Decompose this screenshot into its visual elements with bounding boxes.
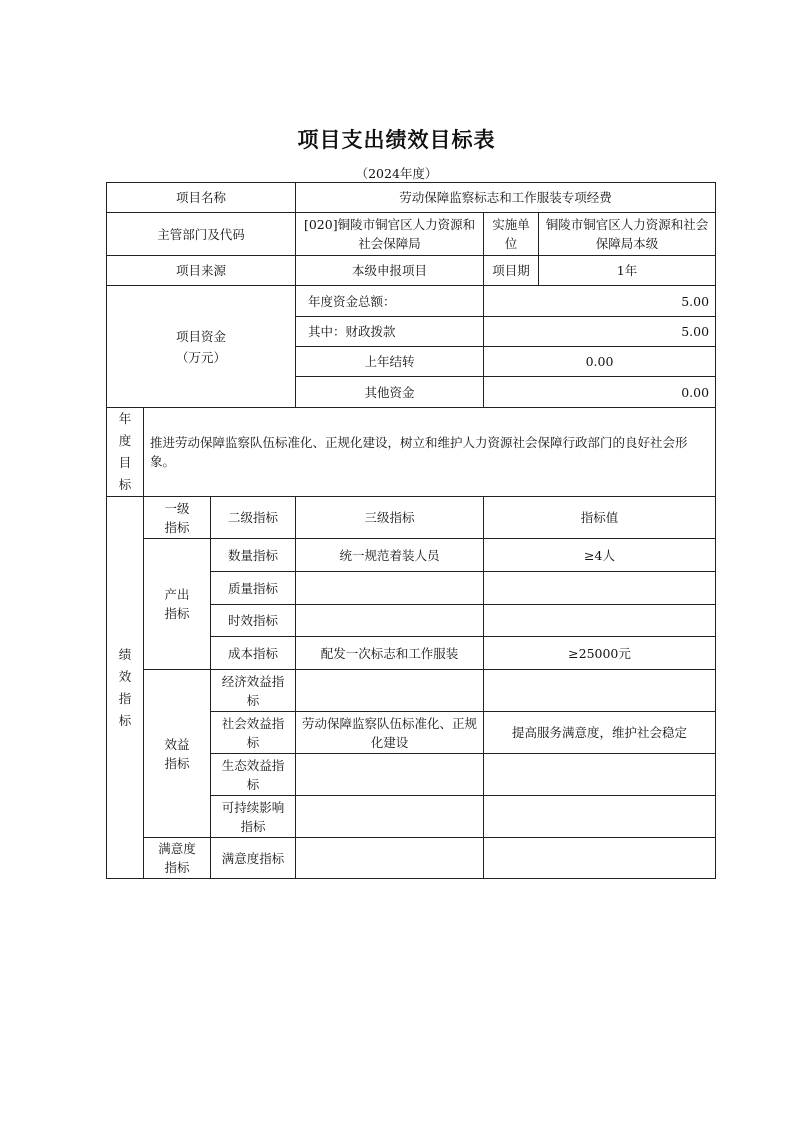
project-name-value: 劳动保障监察标志和工作服装专项经费 bbox=[296, 183, 716, 213]
fund-value: 0.00 bbox=[484, 347, 716, 377]
indicator-l3: 统一规范着装人员 bbox=[296, 539, 484, 572]
project-name-label: 项目名称 bbox=[107, 183, 296, 213]
indicator-l3 bbox=[296, 754, 484, 796]
indicator-value bbox=[484, 838, 716, 879]
unit-label: 实施单位 bbox=[484, 213, 539, 256]
dept-label: 主管部门及代码 bbox=[107, 213, 296, 256]
header-l1: 一级指标 bbox=[144, 497, 211, 539]
indicator-l2: 数量指标 bbox=[211, 539, 296, 572]
group-satisfaction: 满意度指标 bbox=[144, 838, 211, 879]
indicator-l3 bbox=[296, 572, 484, 605]
unit-value: 铜陵市铜官区人力资源和社会保障局本级 bbox=[539, 213, 716, 256]
indicator-l2: 可持续影响指标 bbox=[211, 796, 296, 838]
year-label: （2024年度） bbox=[355, 166, 438, 181]
fund-value: 0.00 bbox=[484, 377, 716, 408]
indicator-l3 bbox=[296, 670, 484, 712]
indicator-l2: 成本指标 bbox=[211, 637, 296, 670]
indicator-value bbox=[484, 754, 716, 796]
indicator-value: 提高服务满意度，维护社会稳定 bbox=[484, 712, 716, 754]
source-label: 项目来源 bbox=[107, 256, 296, 286]
indicator-value bbox=[484, 670, 716, 712]
indicator-l2: 生态效益指标 bbox=[211, 754, 296, 796]
dept-value: [020]铜陵市铜官区人力资源和社会保障局 bbox=[296, 213, 484, 256]
header-value: 指标值 bbox=[484, 497, 716, 539]
indicator-l2: 社会效益指标 bbox=[211, 712, 296, 754]
period-label: 项目期 bbox=[484, 256, 539, 286]
header-l2: 二级指标 bbox=[211, 497, 296, 539]
header-l3: 三级指标 bbox=[296, 497, 484, 539]
indicator-l2: 时效指标 bbox=[211, 605, 296, 637]
indicator-l2: 满意度指标 bbox=[211, 838, 296, 879]
indicator-l3: 配发一次标志和工作服装 bbox=[296, 637, 484, 670]
table-row bbox=[107, 539, 716, 572]
indicator-l3 bbox=[296, 838, 484, 879]
indicator-l2: 质量指标 bbox=[211, 572, 296, 605]
group-benefit: 效益指标 bbox=[144, 670, 211, 838]
performance-table bbox=[106, 182, 716, 879]
indicator-l2: 经济效益指标 bbox=[211, 670, 296, 712]
indicator-value bbox=[484, 572, 716, 605]
fund-label: 其中：财政拨款 bbox=[296, 317, 484, 347]
period-value: 1年 bbox=[539, 256, 716, 286]
table-row bbox=[107, 286, 716, 317]
fund-label: 其他资金 bbox=[296, 377, 484, 408]
group-output: 产出指标 bbox=[144, 539, 211, 670]
table-row bbox=[107, 838, 716, 879]
indicator-value bbox=[484, 796, 716, 838]
goal-text: 推进劳动保障监察队伍标准化、正规化建设，树立和维护人力资源社会保障行政部门的良好社会形象。 bbox=[144, 408, 716, 497]
table-row bbox=[107, 408, 716, 497]
goal-label: 年度目标 bbox=[107, 408, 144, 497]
page-title: 项目支出绩效目标表 bbox=[297, 128, 496, 152]
fund-value: 5.00 bbox=[484, 317, 716, 347]
table-row bbox=[107, 256, 716, 286]
indicator-value bbox=[484, 605, 716, 637]
source-value: 本级申报项目 bbox=[296, 256, 484, 286]
indicator-value: ≥4人 bbox=[484, 539, 716, 572]
indicator-l3 bbox=[296, 605, 484, 637]
table-row bbox=[107, 670, 716, 712]
indicator-value: ≥25000元 bbox=[484, 637, 716, 670]
funds-label: 项目资金（万元） bbox=[107, 286, 296, 408]
table-row bbox=[107, 497, 716, 539]
fund-value: 5.00 bbox=[484, 286, 716, 317]
indicator-l3: 劳动保障监察队伍标准化、正规化建设 bbox=[296, 712, 484, 754]
fund-label: 上年结转 bbox=[296, 347, 484, 377]
indicator-l3 bbox=[296, 796, 484, 838]
fund-label: 年度资金总额： bbox=[296, 286, 484, 317]
perf-label: 绩效指标 bbox=[107, 497, 144, 879]
table-row bbox=[107, 183, 716, 213]
table-row bbox=[107, 213, 716, 256]
